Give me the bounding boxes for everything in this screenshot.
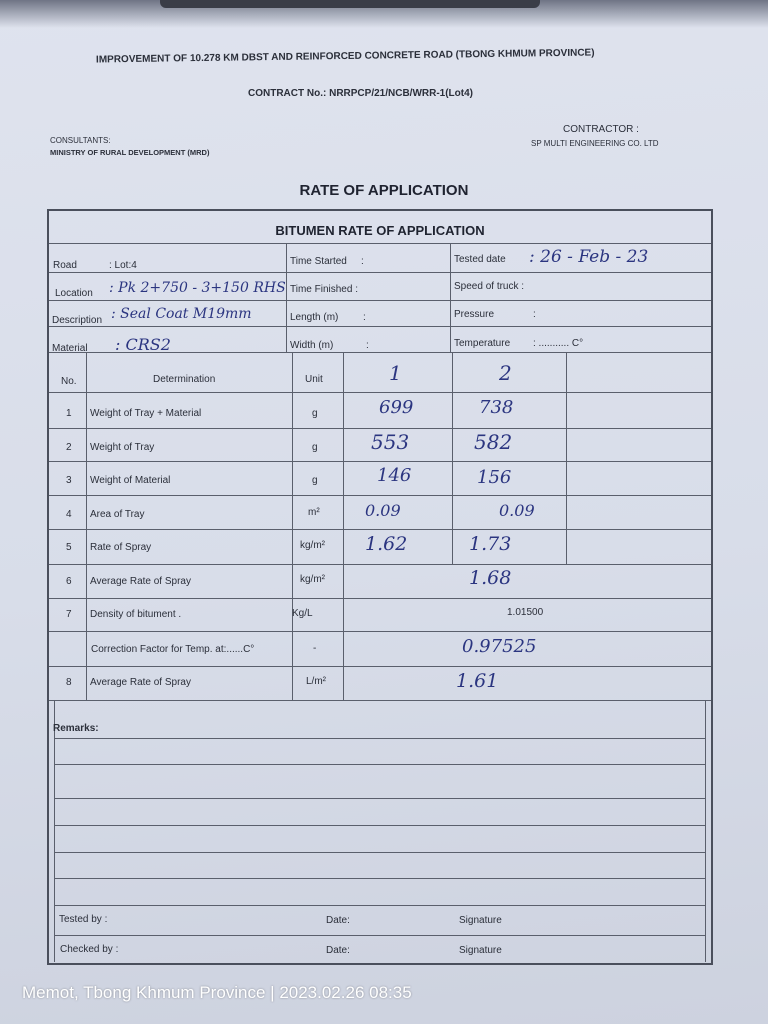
consultants-name: MINISTRY OF RURAL DEVELOPMENT (MRD) — [50, 148, 210, 157]
col-1-header: 1 — [389, 361, 402, 385]
row-4-unit: m² — [308, 507, 320, 518]
material-value: : CRS2 — [115, 335, 171, 354]
width-colon: : — [366, 340, 369, 351]
row-8-merged-value: 1.61 — [456, 670, 499, 692]
road-label: Road — [53, 260, 77, 271]
row-8-label: Average Rate of Spray — [90, 677, 191, 688]
col-unit-header: Unit — [305, 374, 323, 385]
description-value: : Seal Coat M19mm — [111, 306, 252, 322]
location-label: Location — [55, 288, 93, 299]
correction-factor-label: Correction Factor for Temp. at:......C° — [91, 644, 255, 655]
project-title: IMPROVEMENT OF 10.278 KM DBST AND REINFORCED CONCRETE ROAD (TBONG KHMUM PROVINCE) — [95, 47, 595, 66]
correction-factor-unit: - — [313, 643, 317, 654]
row-5-label: Rate of Spray — [90, 542, 152, 553]
temperature-value: : ........... C° — [533, 338, 584, 349]
row-3-no: 3 — [66, 475, 72, 486]
width-label: Width (m) — [290, 340, 334, 351]
row-1-no: 1 — [66, 408, 72, 419]
row-4-value-1: 0.09 — [365, 501, 401, 520]
material-label: Material — [52, 343, 88, 354]
length-label: Length (m) — [290, 312, 339, 323]
col-determination-header: Determination — [153, 374, 216, 385]
time-started-label: Time Started — [290, 256, 347, 267]
row-4-label: Area of Tray — [90, 509, 145, 520]
row-2-label: Weight of Tray — [90, 442, 155, 453]
row-3-value-1: 146 — [377, 465, 412, 486]
row-1-value-2: 738 — [479, 397, 514, 418]
row-2-value-2: 582 — [474, 430, 513, 454]
contract-number: CONTRACT No.: NRRPCP/21/NCB/WRR-1(Lot4) — [248, 88, 473, 99]
location-value: : Pk 2+750 - 3+150 RHS — [109, 280, 286, 296]
row-3-unit: g — [312, 475, 318, 486]
row-6-no: 6 — [66, 576, 72, 587]
table-heading: BITUMEN RATE OF APPLICATION — [275, 223, 485, 238]
contractor-label: CONTRACTOR : — [563, 124, 639, 135]
consultants-label: CONSULTANTS: — [50, 136, 111, 145]
checked-signature-label: Signature — [459, 945, 502, 956]
length-colon: : — [363, 312, 366, 323]
row-6-merged-value: 1.68 — [469, 567, 512, 589]
tested-signature-label: Signature — [459, 915, 502, 926]
row-7-no: 7 — [66, 609, 72, 620]
row-2-no: 2 — [66, 442, 72, 453]
time-started-colon: : — [361, 256, 364, 267]
checked-by-label: Checked by : — [60, 944, 119, 955]
row-1-value-1: 699 — [379, 397, 414, 418]
row-3-value-2: 156 — [477, 467, 512, 488]
row-7-label: Density of bitument . — [90, 609, 182, 620]
col-no-header: No. — [61, 376, 77, 387]
clipboard-clip — [160, 0, 540, 8]
row-1-unit: g — [312, 408, 318, 419]
row-6-label: Average Rate of Spray — [90, 576, 191, 587]
row-7-merged-value: 1.01500 — [507, 607, 544, 618]
description-label: Description — [52, 315, 103, 326]
row-4-value-2: 0.09 — [499, 501, 535, 520]
road-value: : Lot:4 — [109, 260, 137, 271]
correction-factor-value: 0.97525 — [462, 636, 537, 657]
tested-date-value: : 26 - Feb - 23 — [529, 247, 649, 267]
row-8-no: 8 — [66, 677, 72, 688]
row-5-no: 5 — [66, 542, 72, 553]
remarks-label: Remarks: — [53, 723, 99, 734]
col-2-header: 2 — [499, 361, 512, 385]
row-1-label: Weight of Tray + Material — [90, 408, 202, 419]
checked-date-sign-label: Date: — [326, 945, 350, 956]
photo-location-timestamp: Memot, Tbong Khmum Province | 2023.02.26 08:35 — [22, 983, 412, 1002]
tested-date-sign-label: Date: — [326, 915, 350, 926]
contractor-name: SP MULTI ENGINEERING CO. LTD — [531, 139, 659, 148]
tested-by-label: Tested by : — [59, 914, 108, 925]
pressure-label: Pressure — [454, 309, 495, 320]
page-title: RATE OF APPLICATION — [299, 182, 469, 199]
bitumen-table — [47, 209, 713, 965]
row-5-unit: kg/m² — [300, 540, 325, 551]
tested-date-label: Tested date — [454, 254, 506, 265]
time-finished-label: Time Finished : — [290, 284, 358, 295]
row-7-unit: Kg/L — [292, 608, 313, 619]
row-5-value-2: 1.73 — [469, 533, 512, 555]
row-2-unit: g — [312, 442, 318, 453]
row-2-value-1: 553 — [371, 430, 410, 454]
row-3-label: Weight of Material — [90, 475, 171, 486]
row-8-unit: L/m² — [306, 676, 326, 687]
speed-of-truck-label: Speed of truck : — [454, 281, 525, 292]
row-4-no: 4 — [66, 509, 72, 520]
temperature-label: Temperature — [454, 338, 511, 349]
row-5-value-1: 1.62 — [365, 533, 408, 555]
pressure-colon: : — [533, 309, 536, 320]
row-6-unit: kg/m² — [300, 574, 325, 585]
